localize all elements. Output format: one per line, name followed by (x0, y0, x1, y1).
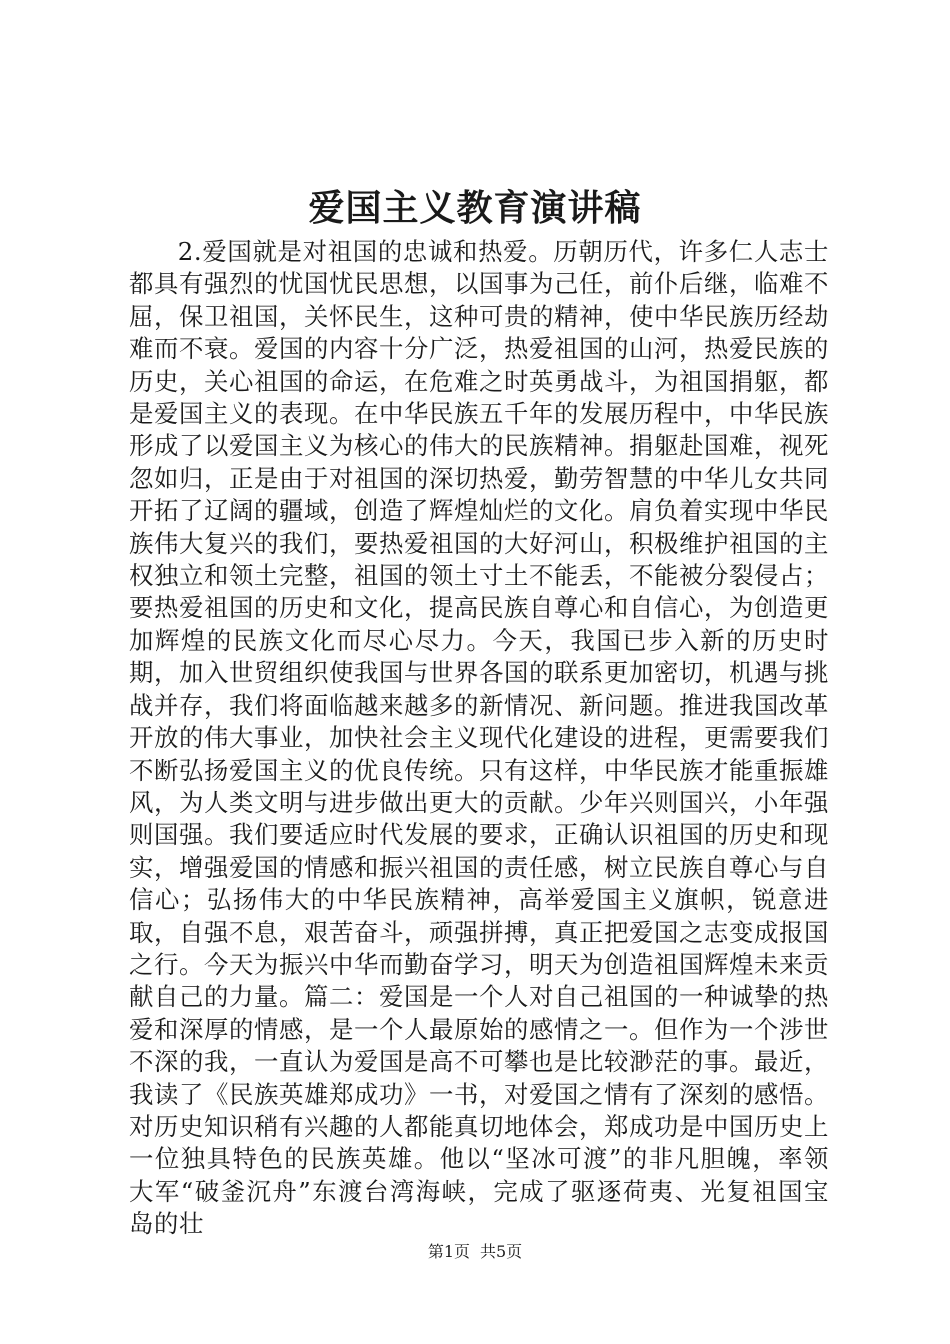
document-title: 爱国主义教育演讲稿 (308, 187, 642, 229)
page-number-label: 第1页 (427, 1242, 470, 1261)
document-body-paragraph: 2.爱国就是对祖国的忠诚和热爱。历朝历代，许多仁人志士都具有强烈的忧国忧民思想，以国事为己任，前仆后继，临难不屈，保卫祖国，关怀民生，这种可贵的精神，使中华民族历经劫难而不衰。爱国的内容十分广泛，热爱祖国的山河，热爱民族的历史，关心祖国的命运，在危难之时英勇战斗，为祖国捐躯，都是爱国主义的表现。在中华民族五千年的发展历程中，中华民族形成了以爱国主义为核心的伟大的民族精神。捐躯赴国难，视死忽如归，正是由于对祖国的深切热爱，勤劳智慧的中华儿女共同开拓了辽阔的疆域，创造了辉煌灿烂的文化。肩负着实现中华民族伟大复兴的我们，要热爱祖国的大好河山，积极维护祖国的主权独立和领土完整，祖国的领土寸土不能丢，不能被分裂侵占；要热爱祖国的历史和文化，提高民族自尊心和自信心，为创造更加辉煌的民族文化而尽心尽力。今天，我国已步入新的历史时期，加入世贸组织使我国与世界各国的联系更加密切，机遇与挑战并存，我们将面临越来越多的新情况、新问题。推进我国改革开放的伟大事业，加快社会主义现代化建设的进程，更需要我们不断弘扬爱国主义的优良传统。只有这样，中华民族才能重振雄风，为人类文明与进步做出更大的贡献。少年兴则国兴，小年强则国强。我们要适应时代发展的要求，正确认识祖国的历史和现实，增强爱国的情感和振兴祖国的责任感，树立民族自尊心与自信心；弘扬伟大的中华民族精神，高举爱国主义旗帜，锐意进取，自强不息，艰苦奋斗，顽强拼搏，真正把爱国之志变成报国之行。今天为振兴中华而勤奋学习，明天为创造祖国辉煌未来贡献自己的力量。篇二：爱国是一个人对自己祖国的一种诚挚的热爱和深厚的情感，是一个人最原始的感情之一。但作为一个涉世不深的我，一直认为爱国是高不可攀也是比较渺茫的事。最近，我读了《民族英雄郑成功》一书，对爱国之情有了深刻的感悟。对历史知识稍有兴趣的人都能真切地体会，郑成功是中国历史上一位独具特色的民族英雄。他以“坚冰可渡”的非凡胆魄，率领大军“破釜沉舟”东渡台湾海峡，完成了驱逐荷夷、光复祖国宝岛的壮 (129, 237, 829, 1239)
page-footer (0, 1240, 950, 1264)
page-total-label: 共5页 (480, 1242, 523, 1261)
